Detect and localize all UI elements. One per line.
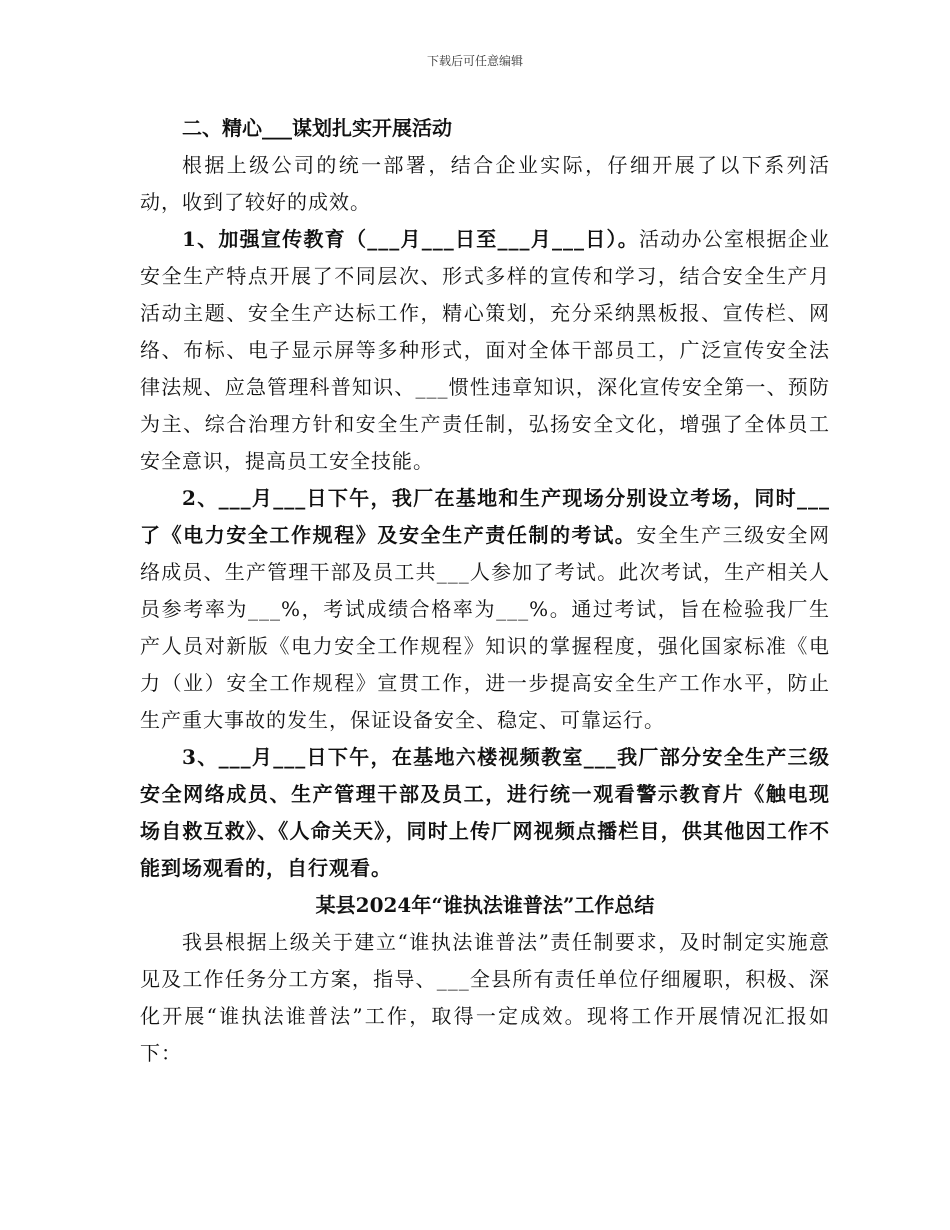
item-2-paragraph xyxy=(140,480,830,739)
item-3-paragraph: 3、___月___日下午，在基地六楼视频教室___我厂部分安全生产三级安全网络成员、生产管理干部及员工，进行统一观看警示教育片《触电现场自救互救》、《人命关天》，同时上传厂网视频点播栏目，供其他因工作不能到场观看的，自行观看。 xyxy=(140,745,830,880)
page-header: 下载后可任意编辑 xyxy=(426,54,523,68)
document-body xyxy=(140,110,830,1072)
section-intro: 根据上级公司的统一部署，结合企业实际，仔细开展了以下系列活动，收到了较好的成效。 xyxy=(140,153,830,214)
item-1-paragraph xyxy=(140,221,830,480)
item-2-lead: 2、___月___日下午，我厂在基地和生产现场分别设立考场，同时___了《电力安全工作规程》及安全生产责任制的考试。 xyxy=(140,486,830,547)
item-2-text: 安全生产三级安全网络成员、生产管理干部及员工共___人参加了考试。此次考试，生产相关人员参考率为___%，考试成绩合格率为___%。通过考试，旨在检验我厂生产人员对新版《电力安全工作规程》知识的掌握程度，强化国家标准《电力（业）安全工作规程》宣贯工作，进一步提高安全生产工作水平，防止生产重大事故的发生，保证设备安全、稳定、可靠运行。 xyxy=(140,523,831,732)
report-title: 某县2024年“谁执法谁普法”工作总结 xyxy=(315,893,655,917)
section-heading: 二、精心___谋划扎实开展活动 xyxy=(182,116,452,140)
report-body: 我县根据上级关于建立“谁执法谁普法”责任制要求，及时制定实施意见及工作任务分工方案，指导、___全县所有责任单位仔细履职，积极、深化开展“谁执法谁普法”工作，取得一定成效。现将工作开展情况汇报如下： xyxy=(140,930,830,1065)
item-1-text: 活动办公室根据企业安全生产特点开展了不同层次、形式多样的宣传和学习，结合安全生产月活动主题、安全生产达标工作，精心策划，充分采纳黑板报、宣传栏、网络、布标、电子显示屏等多种形式，面对全体干部员工，广泛宣传安全法律法规、应急管理科普知识、___惯性违章知识，深化宣传安全第一、预防为主、综合治理方针和安全生产责任制，弘扬安全文化，增强了全体员工安全意识，提高员工安全技能。 xyxy=(140,227,831,473)
item-1-lead: 1、加强宣传教育（___月___日至___月___日）。 xyxy=(182,227,639,251)
